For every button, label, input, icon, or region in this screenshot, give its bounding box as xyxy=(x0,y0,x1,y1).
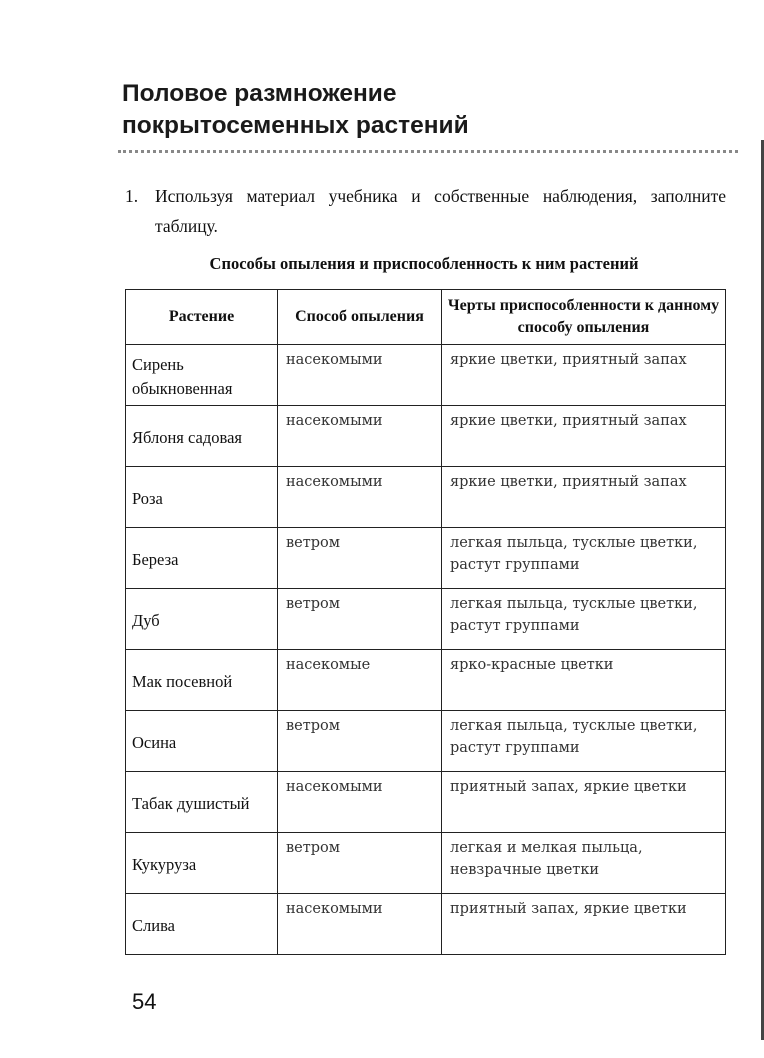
features-cell: яркие цветки, приятный запах xyxy=(442,406,726,467)
plant-cell: Яблоня садовая xyxy=(126,406,278,467)
plant-cell: Дуб xyxy=(126,589,278,650)
task-1 xyxy=(125,181,726,241)
method-cell: насекомыми xyxy=(278,772,442,833)
plant-cell: Слива xyxy=(126,894,278,955)
method-cell: насекомыми xyxy=(278,467,442,528)
features-cell: ярко-красные цветки xyxy=(442,650,726,711)
table-caption: Способы опыления и приспособленность к ним растений xyxy=(209,254,639,273)
plant-cell: Береза xyxy=(126,528,278,589)
dotted-divider xyxy=(118,150,738,153)
page-number: 54 xyxy=(132,989,157,1014)
table-row xyxy=(126,711,726,772)
table-row xyxy=(126,894,726,955)
table-header-row xyxy=(126,290,726,345)
features-cell: яркие цветки, приятный запах xyxy=(442,467,726,528)
table-row xyxy=(126,345,726,406)
task-text: Используя материал учебника и собственные наблюдения, заполните таблицу. xyxy=(155,186,726,236)
method-cell: насекомые xyxy=(278,650,442,711)
method-cell: насекомыми xyxy=(278,406,442,467)
pollination-table xyxy=(125,289,726,955)
features-cell: приятный запах, яркие цветки xyxy=(442,772,726,833)
header-plant: Растение xyxy=(126,290,278,345)
features-cell: приятный запах, яркие цветки xyxy=(442,894,726,955)
header-method: Способ опыления xyxy=(278,290,442,345)
table-row xyxy=(126,467,726,528)
features-cell: легкая и мелкая пыльца, невзрачные цветки xyxy=(442,833,726,894)
table-row xyxy=(126,528,726,589)
table-row xyxy=(126,406,726,467)
features-cell: легкая пыльца, тусклые цветки, растут группами xyxy=(442,589,726,650)
plant-cell: Роза xyxy=(126,467,278,528)
plant-cell: Сирень обыкновенная xyxy=(126,345,278,406)
features-cell: легкая пыльца, тусклые цветки, растут группами xyxy=(442,711,726,772)
table-row xyxy=(126,772,726,833)
plant-cell: Мак посевной xyxy=(126,650,278,711)
method-cell: ветром xyxy=(278,711,442,772)
plant-cell: Табак душистый xyxy=(126,772,278,833)
method-cell: ветром xyxy=(278,833,442,894)
title-line-1: Половое размножение xyxy=(122,80,397,107)
method-cell: насекомыми xyxy=(278,345,442,406)
method-cell: ветром xyxy=(278,528,442,589)
features-cell: яркие цветки, приятный запах xyxy=(442,345,726,406)
header-features: Черты приспособленности к данному способу опыления xyxy=(442,290,726,345)
table-row xyxy=(126,833,726,894)
page xyxy=(122,0,726,1015)
page-title xyxy=(122,78,726,142)
task-number: 1. xyxy=(125,186,139,206)
method-cell: ветром xyxy=(278,589,442,650)
title-line-2: покрытосеменных растений xyxy=(122,112,469,139)
method-cell: насекомыми xyxy=(278,894,442,955)
table-row xyxy=(126,589,726,650)
plant-cell: Осина xyxy=(126,711,278,772)
plant-cell: Кукуруза xyxy=(126,833,278,894)
table-row xyxy=(126,650,726,711)
features-cell: легкая пыльца, тусклые цветки, растут группами xyxy=(442,528,726,589)
